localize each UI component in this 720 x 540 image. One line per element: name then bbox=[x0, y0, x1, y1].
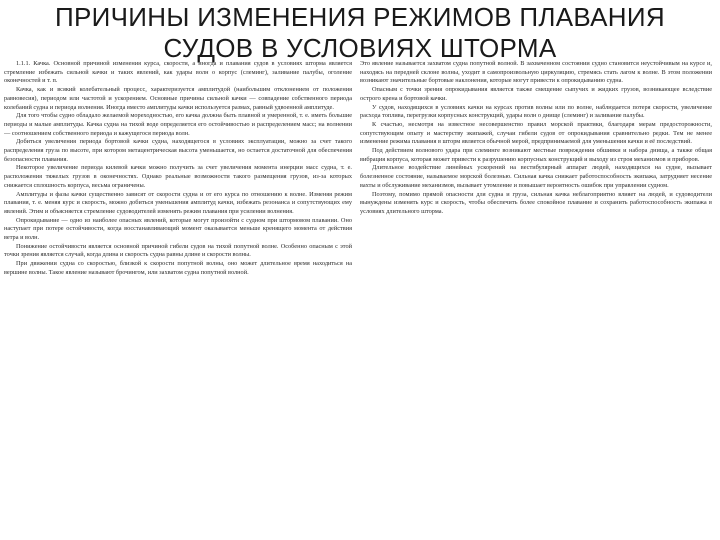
paragraph: Это явление называется захватом судна попутной волной. В захваченном состоянии судно становится неустойчивым на курсе и, находясь на передней склоне волны, уходит в самопроизвольную циркуляцию, стремясь стать лагом к волне. В этом положении возникают значительные бортовые наклонения, которые могут привести к опрокидыванию судна. bbox=[360, 60, 712, 85]
paragraph: Амплитуды и фазы качки существенно зависят от скорости судна и от его курса по отношению к волне. Изменяя режим плавания, т. е. меняя курс и скорость, можно добиться уменьшения амплитуд качки, избежать резонанса и сопутствующих ему явлений. Этим и объясняется стремление судоводителей изменять режим плавания при усилении волнения. bbox=[4, 190, 352, 215]
scanned-page bbox=[4, 60, 716, 538]
text-column-right bbox=[360, 60, 712, 538]
paragraph: При движении судна со скоростью, близкой к скорости попутной волны, оно может длительное время находиться на вершине волны. Такое явление называют брочингом, или захватом судна попутной волной. bbox=[4, 260, 352, 276]
paragraph: Под действием волнового удара при слеминге возникают местные повреждения обшивки и набора днища, а также общая вибрация корпуса, которая может привести к разрушению корпусных конструкций и выходу из строя механизмов и приборов. bbox=[360, 147, 712, 163]
slide-title-line-1: ПРИЧИНЫ ИЗМЕНЕНИЯ РЕЖИМОВ ПЛАВАНИЯ bbox=[55, 2, 665, 32]
paragraph: Понижение остойчивости является основной причиной гибели судов на тихой попутной волне. Особенно опасным с этой точки зрения является случай, когда длина и скорость судна равны длине и скорости волны. bbox=[4, 242, 352, 259]
slide-title-line-2: СУДОВ В УСЛОВИЯХ ШТОРМА bbox=[163, 33, 557, 63]
paragraph: 1.1.1. Качка. Основной причиной изменения курса, скорости, а иногда и плавания судов в условиях шторма является стремление избежать сильной качки и таких явлений, как удары волн о корпус (слеминг), заливание палубы, оголение оконечностей и т. п. bbox=[4, 60, 352, 85]
paragraph: Опасным с точки зрения опрокидывания является также смещение сыпучих и жидких грузов, возникающее вследствие острого крена и бортовой качки. bbox=[360, 86, 712, 102]
paragraph: У судов, находящихся в условиях качки на курсах против волны или по волне, наблюдается потеря скорости, увеличение расхода топлива, перегрузки корпусных конструкций, удары волн о днище (слеминг) и заливание палубы. bbox=[360, 103, 712, 120]
paragraph: Поэтому, помимо прямой опасности для судна и груза, сильная качка неблагоприятно влияет на людей, и судоводители вынуждены изменять курс и скорость, чтобы обеспечить более спокойное плавание и сохранить работоспособность экипажа в условиях длительного шторма. bbox=[360, 190, 712, 215]
slide-title bbox=[0, 2, 720, 64]
text-column-left bbox=[4, 60, 352, 538]
paragraph: Добиться увеличения периода бортовой качки судна, находящегося в условиях эксплуатации, можно за счет такого распределения груза по высоте, при котором метацентрическая высота уменьшается, но остается достаточной для обеспечения безопасности плавания. bbox=[4, 138, 352, 163]
paragraph: Некоторое увеличение периода килевой качки можно получить за счет увеличения момента инерции масс судна, т. е. расположения тяжелых грузов в оконечностях. Однако реальные возможности такого размещения грузов, из-за которых снижается сплошность корпуса, весьма ограничены. bbox=[4, 164, 352, 189]
paragraph: Опрокидывание — одно из наиболее опасных явлений, которые могут произойти с судном при штормовом плавании. Оно наступает при потере остойчивости, когда восстанавливающий момент оказывается меньше кренящего момента от действия ветра и волн. bbox=[4, 216, 352, 242]
paragraph: Для того чтобы судно обладало желаемой мореходностью, его качка должна быть плавной и умеренной, т. е. иметь большие периоды и малые амплитуды. Качка судна на тихой воде определяется его остойчивостью и распределением масс; на волнении — соотношением собственного периода и кажущегося периода волн. bbox=[4, 112, 352, 137]
paragraph: К счастью, несмотря на известное несовершенство правил морской практики, благодаря мерам предосторожности, сопутствующим опыту и мастерству экипажей, случаи гибели судов от опрокидывания сравнительно редки. Тем не менее изменение режима плавания в шторм является обычной мерой, предпринимаемой для уменьшения качки и её последствий. bbox=[360, 120, 712, 146]
paragraph: Качка, как и всякий колебательный процесс, характеризуется амплитудой (наибольшим отклонением от положения равновесия), периодом или частотой и ускорением. Основные причины сильной качки — совпадение собственного периода колебаний судна и периода волнения. Иногда вместо амплитуды качки используется размах, равный удвоенной амплитуде. bbox=[4, 86, 352, 111]
paragraph: Длительное воздействие линейных ускорений на вестибулярный аппарат людей, находящихся на судне, вызывает болезненное состояние, называемое морской болезнью. Сильная качка снижает работоспособность экипажа, затрудняет несение вахты и обслуживание механизмов, вызывает утомление и повышает вероятность ошибок при управлении судном. bbox=[360, 164, 712, 189]
